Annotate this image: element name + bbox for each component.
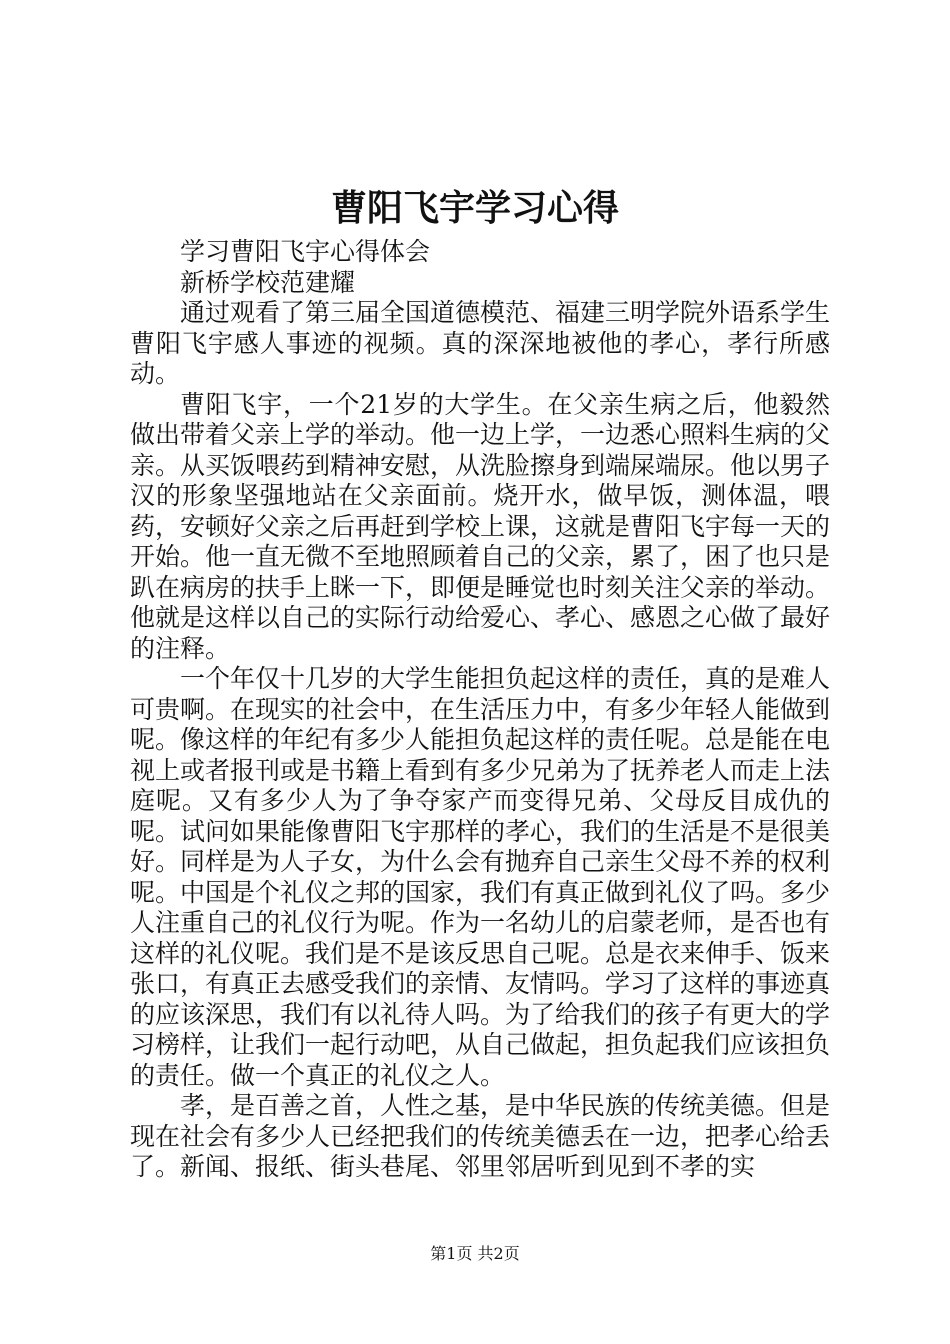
document-title: 曹阳飞宇学习心得 <box>330 187 619 229</box>
page-footer: 第1页 共2页 <box>430 1244 520 1263</box>
document-body <box>130 237 830 1183</box>
subtitle-paragraph: 学习曹阳飞宇心得体会 <box>180 237 431 266</box>
body-paragraph: 一个年仅十几岁的大学生能担负起这样的责任，真的是难人可贵啊。在现实的社会中，在生活压力中，有多少年轻人能做到呢。像这样的年纪有多少人能担负起这样的责任呢。总是能在电视上或者报刊或是书籍上看到有多少兄弟为了抚养老人而走上法庭呢。又有多少人为了争夺家产而变得兄弟、父母反目成仇的呢。试问如果能像曹阳飞宇那样的孝心，我们的生活是不是很美好。同样是为人子女，为什么会有抛弃自己亲生父母不养的权利呢。中国是个礼仪之邦的国家，我们有真正做到礼仪了吗。多少人注重自己的礼仪行为呢。作为一名幼儿的启蒙老师，是否也有这样的礼仪呢。我们是不是该反思自己呢。总是衣来伸手、饭来张口，有真正去感受我们的亲情、友情吗。学习了这样的事迹真的应该深思，我们有以礼待人吗。为了给我们的孩子有更大的学习榜样，让我们一起行动吧，从自己做起，担负起我们应该担负的责任。做一个真正的礼仪之人。 <box>130 664 831 1090</box>
author-paragraph: 新桥学校范建耀 <box>180 267 356 297</box>
body-paragraph: 孝，是百善之首，人性之基，是中华民族的传统美德。但是现在社会有多少人已经把我们的传统美德丢在一边，把孝心给丢了。新闻、报纸、街头巷尾、邻里邻居听到见到不孝的实 <box>130 1091 831 1181</box>
body-paragraph: 曹阳飞宇，一个21岁的大学生。在父亲生病之后，他毅然做出带着父亲上学的举动。他一边上学，一边悉心照料生病的父亲。从买饭喂药到精神安慰，从洗脸擦身到端屎端尿。他以男子汉的形象坚强地站在父亲面前。烧开水，做早饭，测体温，喂药，安顿好父亲之后再赶到学校上课，这就是曹阳飞宇每一天的开始。他一直无微不至地照顾着自己的父亲，累了，困了也只是趴在病房的扶手上眯一下，即便是睡觉也时刻关注父亲的举动。他就是这样以自己的实际行动给爱心、孝心、感恩之心做了最好的注释。 <box>130 389 831 663</box>
body-paragraph: 通过观看了第三届全国道德模范、福建三明学院外语系学生曹阳飞宇感人事迹的视频。真的深深地被他的孝心，孝行所感动。 <box>130 298 831 388</box>
